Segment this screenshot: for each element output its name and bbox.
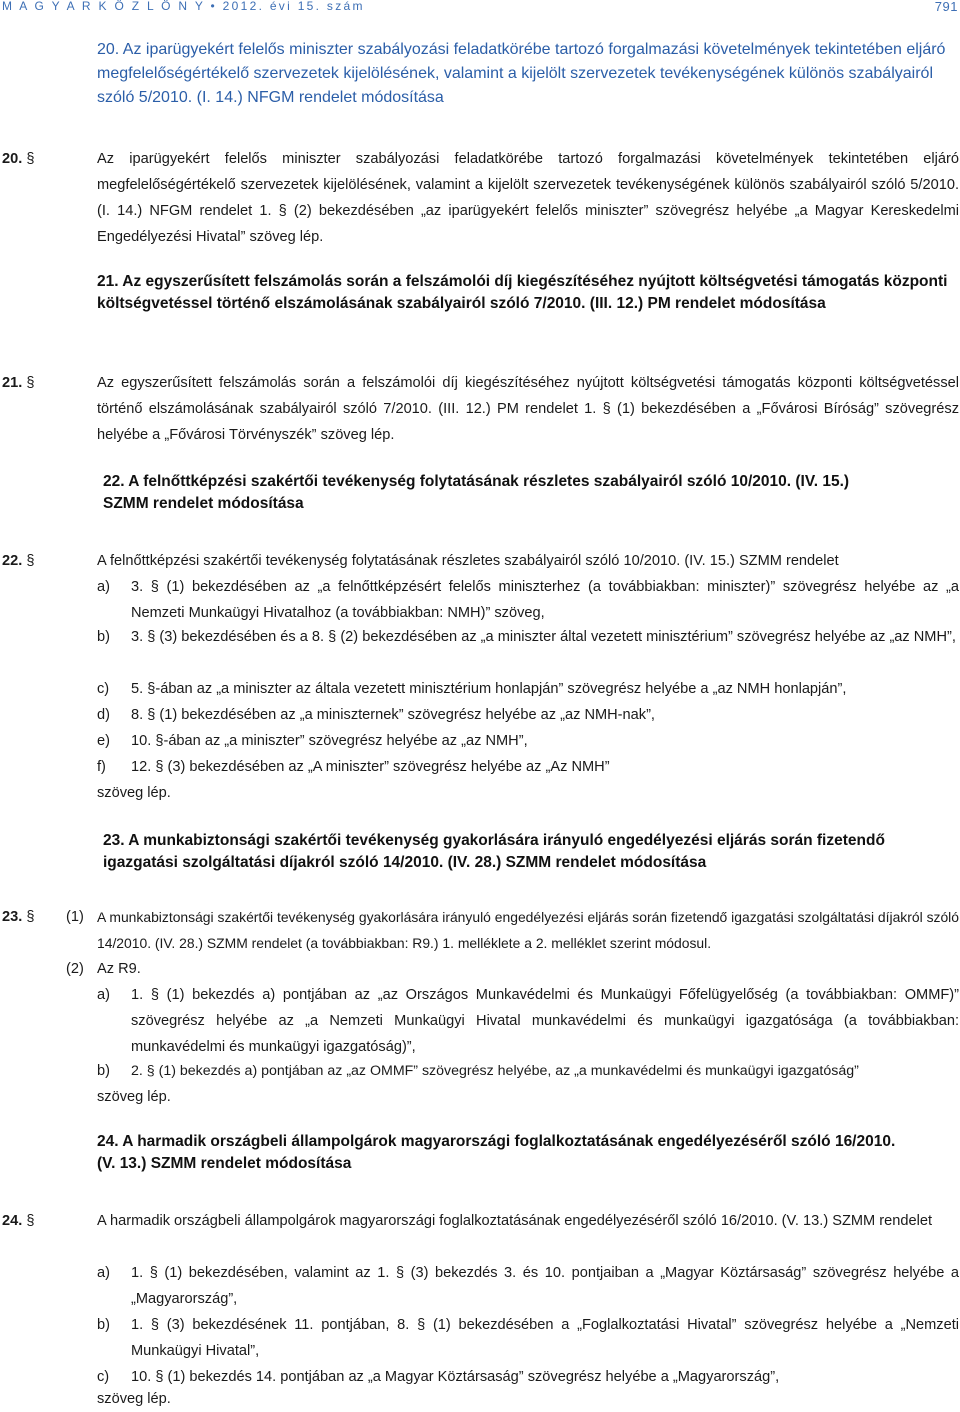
header-publication-title: M A G Y A R K Ö Z L Ö N Y • 2012. évi 15. szám	[2, 0, 365, 13]
section-22-title: 22. A felnőttképzési szakértői tevékenység folytatásának részletes szabályairól szóló 10/2010. (IV. 15.) SZMM rendelet módosítása	[103, 473, 850, 512]
s23-item-b-label: b)	[97, 1063, 110, 1079]
section-24-intro: A harmadik országbeli állampolgárok magyarországi foglalkoztatásának engedélyezéséről szóló 16/2010. (V. 13.) SZMM rendelet	[97, 1213, 932, 1229]
s24-item-c-label: c)	[97, 1369, 110, 1385]
running-header	[0, 0, 960, 14]
s22-item-d-label: d)	[97, 707, 110, 723]
s22-item-e-label: e)	[97, 733, 110, 749]
section-21-label: 21. §	[2, 375, 35, 391]
s23-item-a-label: a)	[97, 987, 110, 1003]
section-20-label: 20. §	[2, 151, 35, 167]
s22-item-b-text: 3. § (3) bekezdésében és a 8. § (2) bekezdésében az „a miniszter által vezetett minisztérium” szövegrész helyébe az „az NMH”,	[131, 629, 956, 645]
s23-item-a-text: 1. § (1) bekezdés a) pontjában az „az Országos Munkavédelmi és Munkaügyi Főfelügyelőség (a továbbiakban: OMMF)” szövegrész helyébe az „a Nemzeti Munkaügyi Hivatal munkavédelmi és munkaügyi igazgatósága (a továbbiakban: munkavédelmi és munkaügyi igazgatóság)”,	[131, 987, 959, 1055]
s23-closing: szöveg lép.	[97, 1089, 171, 1105]
s22-closing: szöveg lép.	[97, 785, 171, 801]
header-page-number: 791	[934, 0, 958, 14]
section-20-title: 20. Az iparügyekért felelős miniszter szabályozási feladatkörébe tartozó forgalmazási követelmények tekintetében eljáró megfelelőségértékelő szervezetek kijelölésének, valamint a kijelölt szervezetek tevékenységének különös szabályairól szóló 5/2010. (I. 14.) NFGM rendelet módosítása	[97, 41, 946, 106]
s23-paragraph-1: A munkabiztonsági szakértői tevékenység gyakorlására irányuló engedélyezési eljárás során fizetendő igazgatási szolgáltatási díjakról szóló 14/2010. (IV. 28.) SZMM rendelet (a továbbiakban: R9.) 1. melléklete a 2. melléklet szerint módosul.	[97, 909, 959, 951]
s22-item-c-text: 5. §-ában az „a miniszter az általa vezetett minisztérium honlapján” szövegrész helyébe a „az NMH honlapján”,	[131, 681, 847, 697]
s23-item-b-text: 2. § (1) bekezdés a) pontjában az „az OMMF” szövegrész helyébe, az „a munkavédelmi és munkaügyi igazgatóság”	[131, 1063, 859, 1079]
s22-item-f-label: f)	[97, 759, 106, 775]
s24-closing: szöveg lép.	[97, 1391, 171, 1407]
s22-item-c-label: c)	[97, 681, 110, 697]
section-21-title: 21. Az egyszerűsített felszámolás során a felszámolói díj kiegészítéséhez nyújtott költségvetési támogatás központi költségvetéssel történő elszámolásának szabályairól szóló 7/2010. (III. 12.) PM rendelet módosítása	[97, 273, 948, 312]
s22-item-a-label: a)	[97, 579, 110, 595]
section-23-title: 23. A munkabiztonsági szakértői tevékenység gyakorlására irányuló engedélyezési eljárás során fizetendő igazgatási szolgáltatási díjakról szóló 14/2010. (IV. 28.) SZMM rendelet módosítása	[103, 832, 885, 871]
s23-paragraph-2: Az R9.	[97, 961, 141, 977]
s22-item-e-text: 10. §-ában az „a miniszter” szövegrész helyébe az „az NMH”,	[131, 733, 528, 749]
section-20-body: Az iparügyekért felelős miniszter szabályozási feladatkörébe tartozó forgalmazási követelmények tekintetében eljáró megfelelőségértékelő szervezetek kijelölésének, valamint a kijelölt szervezetek tevékenységének különös szabályairól szóló 5/2010. (I. 14.) NFGM rendelet 1. § (2) bekezdésében „az iparügyekért felelős miniszter” szövegrész helyébe „a Magyar Kereskedelmi Engedélyezési Hivatal” szöveg lép.	[97, 151, 959, 245]
s22-item-d-text: 8. § (1) bekezdésében az „a miniszternek” szövegrész helyébe az „az NMH-nak”,	[131, 707, 655, 723]
s24-item-c-text: 10. § (1) bekezdés 14. pontjában az „a Magyar Köztársaság” szövegrész helyébe a „Magyarország”,	[131, 1369, 780, 1385]
s22-item-a-text: 3. § (1) bekezdésében az „a felnőttképzésért felelős miniszterhez (a továbbiakban: miniszter)” szövegrész helyébe az „a Nemzeti Munkaügyi Hivatalhoz (a továbbiakban: NMH)” szöveg,	[131, 579, 959, 621]
s24-item-b-text: 1. § (3) bekezdésének 11. pontjában, 8. § (1) bekezdésében a „Foglalkoztatási Hivatal” szövegrész helyébe a „Nemzeti Munkaügyi Hivatal”,	[131, 1317, 959, 1359]
section-21-body: Az egyszerűsített felszámolás során a felszámolói díj kiegészítéséhez nyújtott költségvetési támogatás központi költségvetéssel történő elszámolásának szabályairól szóló 7/2010. (III. 12.) PM rendelet 1. § (1) bekezdésében a „Fővárosi Bíróság” szövegrész helyébe a „Fővárosi Törvényszék” szöveg lép.	[97, 375, 959, 443]
s23-paragraph-2-mark: (2)	[66, 961, 84, 977]
section-24-title: 24. A harmadik országbeli állampolgárok magyarországi foglalkoztatásának engedélyezéséről szóló 16/2010. (V. 13.) SZMM rendelet módosítása	[97, 1133, 896, 1172]
s23-paragraph-1-mark: (1)	[66, 909, 84, 925]
s22-item-b-label: b)	[97, 629, 110, 645]
s24-item-b-label: b)	[97, 1317, 110, 1333]
section-22-label: 22. §	[2, 553, 35, 569]
s24-item-a-text: 1. § (1) bekezdésében, valamint az 1. § (3) bekezdés 3. és 10. pontjaiban a „Magyar Köztársaság” szövegrész helyébe a „Magyarország”,	[131, 1265, 959, 1307]
section-24-label: 24. §	[2, 1213, 35, 1229]
s22-item-f-text: 12. § (3) bekezdésében az „A miniszter” szövegrész helyébe az „Az NMH”	[131, 759, 610, 775]
section-22-intro: A felnőttképzési szakértői tevékenység folytatásának részletes szabályairól szóló 10/2010. (IV. 15.) SZMM rendelet	[97, 553, 839, 569]
s24-item-a-label: a)	[97, 1265, 110, 1281]
section-23-label: 23. §	[2, 909, 35, 925]
